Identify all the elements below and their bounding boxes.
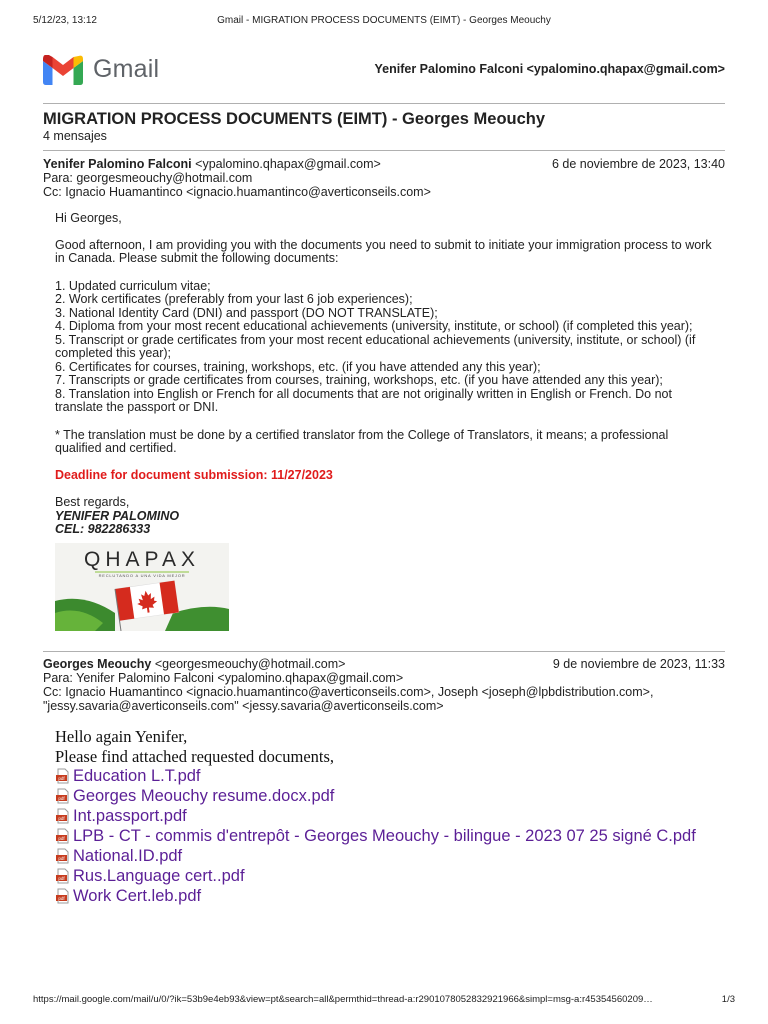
attachment-name[interactable]: Work Cert.leb.pdf xyxy=(73,887,202,905)
divider xyxy=(43,651,725,652)
thread-subject: MIGRATION PROCESS DOCUMENTS (EIMT) - Georges Meouchy xyxy=(43,110,546,128)
list-item: 4. Diploma from your most recent educational achievements (university, institute, or school) (if completed this year); xyxy=(55,319,693,333)
message-2-header xyxy=(43,657,725,713)
message-2-body xyxy=(55,727,334,767)
pdf-file-icon xyxy=(55,888,71,904)
body-text: Please find attached requested documents, xyxy=(55,747,335,766)
print-datetime: 5/12/23, 13:12 xyxy=(33,15,97,26)
svg-text:pdf: pdf xyxy=(58,815,65,821)
attachment-link[interactable] xyxy=(55,866,725,886)
signature-phone: CEL: 982286333 xyxy=(55,522,151,536)
attachment-link[interactable] xyxy=(55,846,725,866)
divider xyxy=(43,103,725,104)
attachment-link[interactable] xyxy=(55,826,725,846)
translation-note: * The translation must be done by a certified translator from the College of Translators, it means; a professional qualified and certified. xyxy=(55,427,669,455)
pdf-file-icon xyxy=(55,808,71,824)
sender-email[interactable]: <ypalomino.qhapax@gmail.com> xyxy=(195,157,381,171)
list-item: 8. Translation into English or French for all documents that are not originally written in English or French. Do not translate the passport or DNI. xyxy=(55,386,672,414)
list-item: 2. Work certificates (preferably from your last 6 job experiences); xyxy=(55,292,413,306)
from-line xyxy=(43,657,725,671)
cc-line: Cc: Ignacio Huamantinco <ignacio.huamantinco@averticonseils.com>, Joseph <joseph@lpbdistribution.com>, xyxy=(43,685,654,699)
message-1-header xyxy=(43,157,725,199)
message-count: 4 mensajes xyxy=(43,129,107,143)
svg-text:pdf: pdf xyxy=(58,875,65,881)
pdf-file-icon xyxy=(55,788,71,804)
attachment-name[interactable]: Rus.Language cert..pdf xyxy=(73,867,245,885)
list-item: 1. Updated curriculum vitae; xyxy=(55,278,211,293)
message-1-body xyxy=(55,212,715,537)
attachment-name[interactable]: Georges Meouchy resume.docx.pdf xyxy=(73,787,335,805)
list-item: 7. Transcripts or grade certificates from courses, training, workshops, etc. (if you have attended any this year); xyxy=(55,373,663,387)
intro-paragraph: Good afternoon, I am providing you with the documents you need to submit to initiate your immigration process to work in Canada. Please submit the following documents: xyxy=(55,237,712,265)
attachment-link[interactable] xyxy=(55,886,725,906)
cc-line-continued: "jessy.savaria@averticonseils.com" <jessy.savaria@averticonseils.com> xyxy=(43,699,444,713)
document-list xyxy=(55,280,715,415)
svg-text:pdf: pdf xyxy=(58,835,65,841)
pdf-file-icon xyxy=(55,868,71,884)
attachment-link[interactable] xyxy=(55,766,725,786)
gmail-header xyxy=(43,50,725,90)
canada-flag-graphic xyxy=(55,543,229,631)
print-header xyxy=(33,15,735,29)
sender-name: Yenifer Palomino Falconi xyxy=(43,157,192,171)
account-label: Yenifer Palomino Falconi <ypalomino.qhapax@gmail.com> xyxy=(374,62,725,76)
pdf-file-icon xyxy=(55,828,71,844)
divider xyxy=(43,150,725,151)
logo-wordmark: QHAPAX xyxy=(84,548,200,571)
qhapax-logo-image xyxy=(55,543,229,631)
logo-tagline: RECLUTANDO A UNA VIDA MEJOR xyxy=(98,573,186,578)
sender-email[interactable]: <georgesmeouchy@hotmail.com> xyxy=(154,657,346,671)
attachment-name[interactable]: LPB - CT - commis d'entrepôt - Georges Meouchy - bilingue - 2023 07 25 signé C.pdf xyxy=(73,827,696,845)
svg-text:pdf: pdf xyxy=(58,775,65,781)
attachment-link[interactable] xyxy=(55,806,725,826)
gmail-wordmark: Gmail xyxy=(93,55,160,83)
sender-name: Georges Meouchy xyxy=(43,657,152,671)
print-footer xyxy=(33,994,735,1008)
closing: Best regards, xyxy=(55,495,130,509)
greeting: Hi Georges, xyxy=(55,211,122,225)
from-line xyxy=(43,157,725,171)
cc-line: Cc: Ignacio Huamantinco <ignacio.huamantinco@averticonseils.com> xyxy=(43,185,431,199)
svg-text:pdf: pdf xyxy=(58,795,65,801)
message-date: 9 de noviembre de 2023, 11:33 xyxy=(552,657,725,671)
attachment-name[interactable]: Education L.T.pdf xyxy=(73,767,201,785)
to-line: Para: georgesmeouchy@hotmail.com xyxy=(43,171,253,185)
print-title: Gmail - MIGRATION PROCESS DOCUMENTS (EIMT) - Georges Meouchy xyxy=(217,15,551,26)
attachment-name[interactable]: National.ID.pdf xyxy=(73,847,183,865)
page-url: https://mail.google.com/mail/u/0/?ik=53b9e4eb93&view=pt&search=all&permthid=thread-a:r2901078052832921966&simpl=msg-a:r45354560209… xyxy=(33,994,653,1005)
attachment-link[interactable] xyxy=(55,786,725,806)
pdf-file-icon xyxy=(55,848,71,864)
svg-text:pdf: pdf xyxy=(58,895,65,901)
attachment-list xyxy=(55,766,725,906)
page-number: 1/3 xyxy=(721,994,735,1005)
pdf-file-icon xyxy=(55,768,71,784)
list-item: 5. Transcript or grade certificates from your most recent educational achievements (university, institute, or school) (if completed this year); xyxy=(55,332,696,360)
message-date: 6 de noviembre de 2023, 13:40 xyxy=(551,157,725,171)
list-item: 6. Certificates for courses, training, workshops, etc. (if you have attended any this year); xyxy=(55,359,541,374)
attachment-name[interactable]: Int.passport.pdf xyxy=(73,807,187,825)
signature-name: YENIFER PALOMINO xyxy=(55,508,180,523)
to-line: Para: Yenifer Palomino Falconi <ypalomino.qhapax@gmail.com> xyxy=(43,671,404,685)
deadline-text: Deadline for document submission: 11/27/2023 xyxy=(55,467,333,482)
svg-text:pdf: pdf xyxy=(58,855,65,861)
gmail-logo-icon[interactable] xyxy=(43,55,83,85)
list-item: 3. National Identity Card (DNI) and passport (DO NOT TRANSLATE); xyxy=(55,305,438,320)
greeting: Hello again Yenifer, xyxy=(55,727,188,746)
